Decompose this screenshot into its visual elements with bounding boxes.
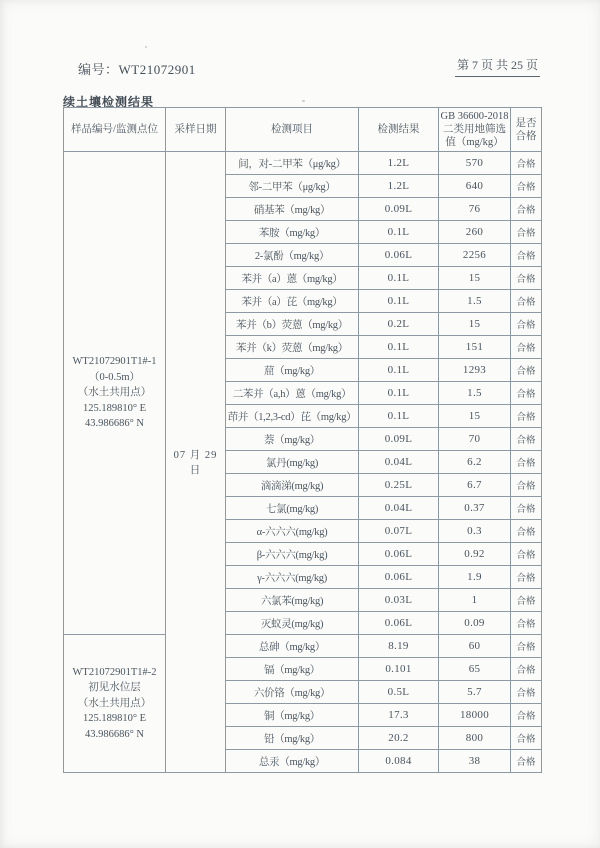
limit-cell: 18000: [439, 704, 511, 727]
item-cell: γ-六六六(mg/kg): [226, 566, 359, 589]
sample-id-line: WT21072901T1#-2: [72, 666, 157, 678]
verdict-cell: 合格: [511, 543, 542, 566]
item-cell: 滴滴涕(mg/kg): [226, 474, 359, 497]
verdict-cell: 合格: [511, 175, 542, 198]
item-cell: 镉（mg/kg）: [226, 658, 359, 681]
result-cell: 0.25L: [359, 474, 439, 497]
result-cell: 1.2L: [359, 152, 439, 175]
limit-cell: 800: [439, 727, 511, 750]
result-cell: 0.2L: [359, 313, 439, 336]
limit-cell: 1.5: [439, 382, 511, 405]
sample-id-line: 43.986686° N: [84, 418, 145, 430]
verdict-cell: 合格: [511, 681, 542, 704]
item-cell: 总汞（mg/kg）: [226, 750, 359, 773]
verdict-cell: 合格: [511, 382, 542, 405]
header-verdict-line: 合格: [515, 130, 537, 142]
limit-cell: 2256: [439, 244, 511, 267]
limit-cell: 1293: [439, 359, 511, 382]
result-cell: 0.06L: [359, 612, 439, 635]
scan-speck: [302, 100, 305, 102]
sample-id-line: 43.986686° N: [84, 728, 145, 740]
header-verdict-line: 是否: [515, 117, 537, 129]
result-cell: 0.5L: [359, 681, 439, 704]
verdict-cell: 合格: [511, 589, 542, 612]
sample-id-line: （水土共用点）: [77, 697, 152, 709]
verdict-cell: 合格: [511, 704, 542, 727]
verdict-cell: 合格: [511, 267, 542, 290]
verdict-cell: 合格: [511, 727, 542, 750]
limit-cell: 570: [439, 152, 511, 175]
verdict-cell: 合格: [511, 474, 542, 497]
item-cell: 间，对-二甲苯（μg/kg）: [226, 152, 359, 175]
limit-cell: 60: [439, 635, 511, 658]
limit-cell: 0.3: [439, 520, 511, 543]
result-cell: 0.1L: [359, 359, 439, 382]
item-cell: 苯并（b）荧蒽（mg/kg）: [226, 313, 359, 336]
results-table-header: [64, 108, 542, 152]
verdict-cell: 合格: [511, 635, 542, 658]
item-cell: 苯胺（mg/kg）: [226, 221, 359, 244]
header-result: 检测结果: [359, 108, 439, 152]
section-title: 续土壤检测结果: [63, 95, 155, 109]
doc-number: 编号：WT21072901: [78, 62, 196, 77]
item-cell: 苯并（a）蒽（mg/kg）: [226, 267, 359, 290]
verdict-cell: 合格: [511, 198, 542, 221]
verdict-cell: 合格: [511, 566, 542, 589]
item-cell: 六氯苯(mg/kg): [226, 589, 359, 612]
item-cell: 2-氯酚（mg/kg）: [226, 244, 359, 267]
header-limit-line: GB 36600-2018: [440, 111, 509, 122]
table-row: [64, 635, 542, 658]
limit-cell: 70: [439, 428, 511, 451]
header-limit-line: 二类用地筛选: [443, 124, 506, 135]
sample-id-line: 125.189810° E: [82, 402, 147, 414]
sampling-date-cell: 07 月 29 日: [166, 152, 226, 773]
limit-cell: 38: [439, 750, 511, 773]
header-item: 检测项目: [226, 108, 359, 152]
result-cell: 0.04L: [359, 497, 439, 520]
header-sample: 样品编号/监测点位: [64, 108, 166, 152]
verdict-cell: 合格: [511, 658, 542, 681]
result-cell: 0.1L: [359, 290, 439, 313]
scan-speck: [145, 46, 147, 48]
limit-cell: 65: [439, 658, 511, 681]
item-cell: 苯并（a）芘（mg/kg）: [226, 290, 359, 313]
header-verdict: [511, 108, 542, 152]
item-cell: 铅（mg/kg）: [226, 727, 359, 750]
table-row: [64, 152, 542, 175]
limit-cell: 151: [439, 336, 511, 359]
sample-id-cell: [64, 635, 166, 773]
result-cell: 0.09L: [359, 428, 439, 451]
result-cell: 0.04L: [359, 451, 439, 474]
verdict-cell: 合格: [511, 520, 542, 543]
item-cell: 铜（mg/kg）: [226, 704, 359, 727]
item-cell: 六价铬（mg/kg）: [226, 681, 359, 704]
verdict-cell: 合格: [511, 359, 542, 382]
item-cell: 茚并（1,2,3-cd）芘（mg/kg）: [226, 405, 359, 428]
result-cell: 0.1L: [359, 267, 439, 290]
item-cell: 灭蚁灵(mg/kg): [226, 612, 359, 635]
item-cell: 硝基苯（mg/kg）: [226, 198, 359, 221]
result-cell: 0.07L: [359, 520, 439, 543]
result-cell: 0.1L: [359, 382, 439, 405]
limit-cell: 6.7: [439, 474, 511, 497]
verdict-cell: 合格: [511, 428, 542, 451]
sample-id-line: （水土共用点）: [77, 387, 152, 399]
result-cell: 0.06L: [359, 244, 439, 267]
item-cell: α-六六六(mg/kg): [226, 520, 359, 543]
item-cell: 苯并（k）荧蒽（mg/kg）: [226, 336, 359, 359]
result-cell: 0.1L: [359, 405, 439, 428]
sample-id-line: （0-0.5m）: [88, 371, 141, 383]
result-cell: 0.09L: [359, 198, 439, 221]
verdict-cell: 合格: [511, 750, 542, 773]
sample-id-line: 初见水位层: [88, 682, 141, 694]
limit-cell: 76: [439, 198, 511, 221]
result-cell: 0.1L: [359, 221, 439, 244]
limit-cell: 640: [439, 175, 511, 198]
results-table: [63, 107, 542, 773]
page-indicator: 第 7 页 共 25 页: [455, 56, 540, 77]
limit-cell: 15: [439, 405, 511, 428]
result-cell: 20.2: [359, 727, 439, 750]
verdict-cell: 合格: [511, 152, 542, 175]
sample-id-cell: [64, 152, 166, 635]
limit-cell: 260: [439, 221, 511, 244]
limit-cell: 1.5: [439, 290, 511, 313]
header-row: [64, 108, 542, 152]
header-limit-line: 值（mg/kg）: [445, 137, 504, 148]
limit-cell: 1: [439, 589, 511, 612]
item-cell: 二苯并（a,h）蒽（mg/kg）: [226, 382, 359, 405]
verdict-cell: 合格: [511, 313, 542, 336]
verdict-cell: 合格: [511, 612, 542, 635]
result-cell: 1.2L: [359, 175, 439, 198]
item-cell: 邻-二甲苯（μg/kg）: [226, 175, 359, 198]
result-cell: 0.06L: [359, 543, 439, 566]
verdict-cell: 合格: [511, 244, 542, 267]
results-table-body: [64, 152, 542, 773]
item-cell: 七氯(mg/kg): [226, 497, 359, 520]
item-cell: 总砷（mg/kg）: [226, 635, 359, 658]
limit-cell: 5.7: [439, 681, 511, 704]
limit-cell: 0.09: [439, 612, 511, 635]
limit-cell: 6.2: [439, 451, 511, 474]
sample-id-line: WT21072901T1#-1: [72, 356, 157, 368]
item-cell: 氯丹(mg/kg): [226, 451, 359, 474]
verdict-cell: 合格: [511, 336, 542, 359]
limit-cell: 15: [439, 267, 511, 290]
item-cell: β-六六六(mg/kg): [226, 543, 359, 566]
result-cell: 0.084: [359, 750, 439, 773]
result-cell: 0.101: [359, 658, 439, 681]
result-cell: 0.06L: [359, 566, 439, 589]
item-cell: 䓛（mg/kg）: [226, 359, 359, 382]
result-cell: 8.19: [359, 635, 439, 658]
header-date: 采样日期: [166, 108, 226, 152]
limit-cell: 0.92: [439, 543, 511, 566]
verdict-cell: 合格: [511, 451, 542, 474]
verdict-cell: 合格: [511, 221, 542, 244]
result-cell: 0.03L: [359, 589, 439, 612]
limit-cell: 15: [439, 313, 511, 336]
verdict-cell: 合格: [511, 405, 542, 428]
limit-cell: 0.37: [439, 497, 511, 520]
result-cell: 17.3: [359, 704, 439, 727]
verdict-cell: 合格: [511, 497, 542, 520]
result-cell: 0.1L: [359, 336, 439, 359]
limit-cell: 1.9: [439, 566, 511, 589]
verdict-cell: 合格: [511, 290, 542, 313]
item-cell: 萘（mg/kg）: [226, 428, 359, 451]
sample-id-line: 125.189810° E: [82, 713, 147, 725]
header-limit: [439, 108, 511, 152]
